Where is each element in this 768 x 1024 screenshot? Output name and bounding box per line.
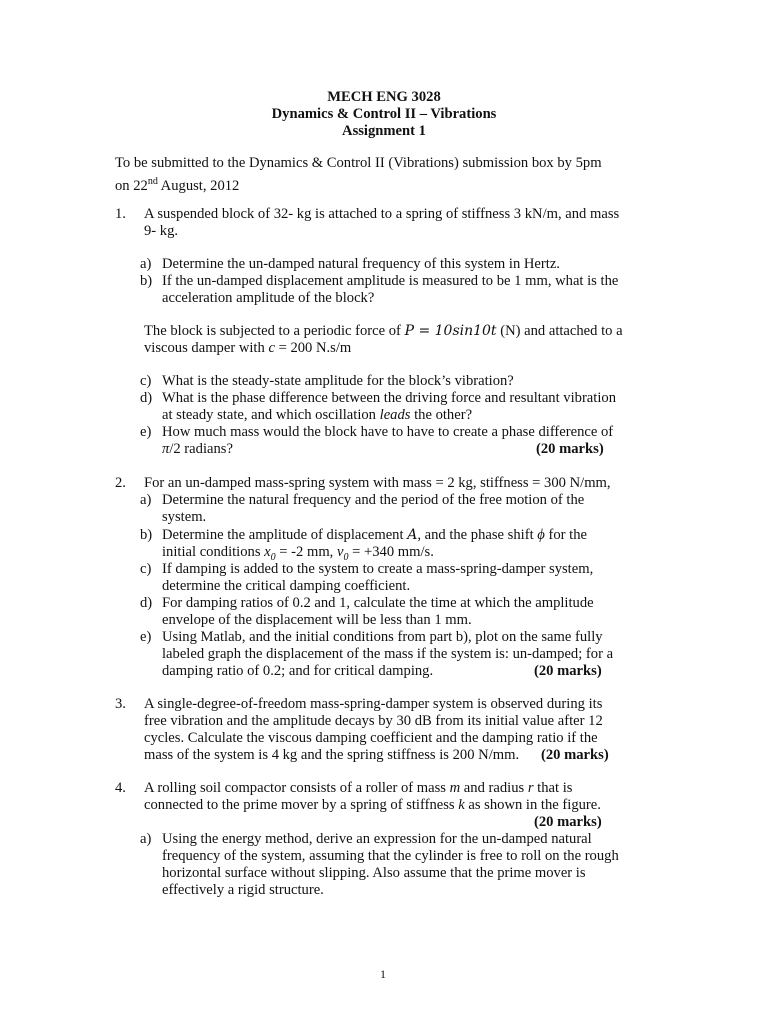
q2-b2-v0: 0 [343, 551, 349, 563]
q2-b1-pre: Determine the amplitude of displacement [162, 527, 408, 543]
q2-d-line-1: For damping ratios of 0.2 and 1, calculate the time at which the amplitude [162, 595, 594, 611]
q2-c-label: c) [140, 561, 152, 577]
q1-e-label: e) [140, 424, 152, 440]
q1-e2-text: /2 radians? [169, 441, 233, 457]
q4-a-line-3: horizontal surface without slipping. Also assume that the prime mover is [162, 865, 586, 881]
q1-d2-pre: at steady state, and which oscillation [162, 407, 380, 423]
q2-marks: (20 marks) [534, 663, 602, 679]
q1-marks: (20 marks) [536, 441, 604, 457]
q4-a-line-1: Using the energy method, derive an expression for the un-damped natural [162, 831, 592, 847]
intro-line-1: To be submitted to the Dynamics & Control II (Vibrations) submission box by 5pm [115, 155, 602, 171]
q4-l2-k: k [458, 797, 465, 813]
q4-number: 4. [115, 780, 126, 796]
q2-a-label: a) [140, 492, 152, 508]
intro-date-post: August, 2012 [157, 177, 240, 194]
q2-b-line-1 [162, 527, 587, 544]
q4-marks: (20 marks) [534, 814, 602, 830]
q2-b1-post: for the [544, 527, 587, 543]
q1-d2-em: leads [379, 407, 411, 423]
q4-l1-r: r [527, 780, 534, 796]
page-number: 1 [380, 967, 386, 981]
q4-l2-pre: connected to the prime mover by a spring of stiffness [144, 797, 459, 813]
q2-b1-phi: ϕ [537, 527, 545, 543]
q4-l1-m: m [449, 780, 461, 796]
q1-mid-line-1 [144, 323, 623, 340]
q1-a-text: Determine the un-damped natural frequency of this system in Hertz. [162, 256, 560, 272]
q2-a-line-2: system. [162, 509, 207, 525]
q1-b-line-1: If the un-damped displacement amplitude is measured to be 1 mm, what is the [162, 273, 619, 289]
q2-e-line-1: Using Matlab, and the initial conditions from part b), plot on the same fully [162, 629, 603, 645]
course-code: MECH ENG 3028 [327, 89, 441, 105]
course-subject: Dynamics & Control II – Vibrations [271, 106, 497, 122]
q1-d-line-2 [162, 407, 472, 424]
q2-b1-var: A [407, 527, 418, 543]
q1-mid2-post: = 200 N.s/m [274, 340, 352, 356]
q3-number: 3. [115, 696, 126, 712]
q1-d-line-1: What is the phase difference between the driving force and resultant vibration [162, 390, 616, 406]
q1-mid2-var: c [268, 340, 275, 356]
q1-mid2-pre: viscous damper with [144, 340, 269, 356]
q1-a-label: a) [140, 256, 152, 272]
q1-c-text: What is the steady-state amplitude for the block’s vibration? [162, 373, 514, 389]
q4-l1-post: that is [533, 780, 573, 796]
q2-e-label: e) [140, 629, 152, 645]
q1-force-formula: P = 10sin10t [404, 323, 497, 339]
q3-line-4: mass of the system is 4 kg and the spring stiffness is 200 N/mm. [144, 747, 520, 763]
q2-b2-x0: 0 [270, 551, 276, 563]
q4-l1-mid: and radius [460, 780, 528, 796]
q1-b-label: b) [140, 273, 153, 289]
q2-b2-pre: initial conditions [162, 544, 265, 560]
q1-e2-pi: π [162, 441, 170, 457]
q4-line-1 [144, 780, 572, 797]
q4-a-line-4: effectively a rigid structure. [162, 882, 324, 898]
q4-line-2 [144, 797, 601, 814]
q2-b-label: b) [140, 527, 153, 543]
q4-a-line-2: frequency of the system, assuming that the cylinder is free to roll on the rough [162, 848, 619, 864]
q1-number: 1. [115, 206, 126, 222]
q1-mid-line-2 [144, 340, 351, 357]
q1-mid-pre: The block is subjected to a periodic force of [144, 323, 405, 339]
q1-d2-post: the other? [410, 407, 473, 423]
q1-stem-line-2: 9- kg. [144, 223, 179, 239]
q2-e-line-2: labeled graph the displacement of the mass if the system is: un-damped; for a [162, 646, 614, 662]
q3-line-3: cycles. Calculate the viscous damping coefficient and the damping ratio if the [144, 730, 598, 746]
q4-l2-post: as shown in the figure. [464, 797, 601, 813]
intro-date-pre: on 22 [115, 177, 148, 194]
q1-stem-line-1: A suspended block of 32- kg is attached to a spring of stiffness 3 kN/m, and mass [144, 206, 620, 222]
q2-e-line-3: damping ratio of 0.2; and for critical damping. [162, 663, 434, 679]
q4-a-label: a) [140, 831, 152, 847]
q2-b2-x: x [264, 544, 271, 560]
q2-number: 2. [115, 475, 126, 491]
q3-marks: (20 marks) [541, 747, 609, 763]
q1-b-line-2: acceleration amplitude of the block? [162, 290, 375, 306]
q1-mid-post: (N) and attached to a [496, 323, 623, 339]
q2-c-line-1: If damping is added to the system to create a mass-spring-damper system, [162, 561, 594, 577]
q2-d-line-2: envelope of the displacement will be less than 1 mm. [162, 612, 472, 628]
q1-e-line-1: How much mass would the block have to have to create a phase difference of [162, 424, 614, 440]
intro-line-2 [115, 173, 239, 195]
q1-e-line-2 [162, 441, 233, 458]
q3-line-2: free vibration and the amplitude decays by 30 dB from its initial value after 12 [144, 713, 603, 729]
q2-stem: For an un-damped mass-spring system with mass = 2 kg, stiffness = 300 N/mm, [144, 475, 611, 491]
q2-a-line-1: Determine the natural frequency and the period of the free motion of the [162, 492, 585, 508]
q2-c-line-2: determine the critical damping coefficient. [162, 578, 411, 594]
q4-l1-pre: A rolling soil compactor consists of a roller of mass [144, 780, 450, 796]
q2-d-label: d) [140, 595, 153, 611]
intro-date-sup: nd [147, 176, 158, 187]
q1-c-label: c) [140, 373, 152, 389]
q3-line-1: A single-degree-of-freedom mass-spring-damper system is observed during its [144, 696, 603, 712]
q2-b1-mid: , and the phase shift [417, 527, 538, 543]
assignment-title: Assignment 1 [342, 123, 426, 139]
q2-b2-mid: = -2 mm, [275, 544, 337, 560]
q2-b2-post: = +340 mm/s. [348, 544, 434, 560]
q1-d-label: d) [140, 390, 153, 406]
q2-b2-v: v [336, 544, 344, 560]
